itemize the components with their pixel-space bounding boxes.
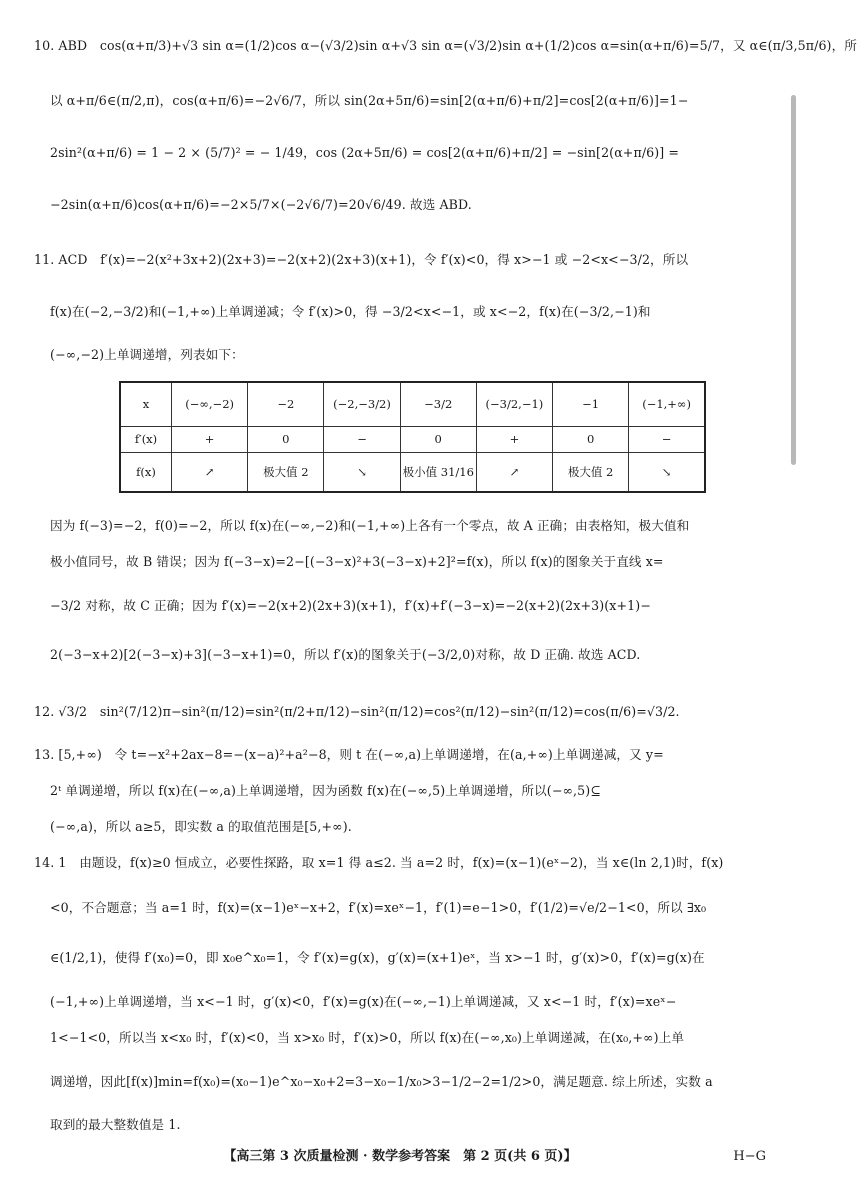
text-line: −3/2 对称，故 C 正确；因为 f′(x)=−2(x+2)(2x+3)(x+1)，f′(x)+f′(−3−x)=−2(x+2)(2x+3)(x+1)− <box>50 598 651 613</box>
text-line: 极小值同号，故 B 错误；因为 f(−3−x)=2−[(−3−x)²+3(−3−x)+2]²=f(x)，所以 f(x)的图象关于直线 x= <box>50 554 664 569</box>
scrollbar[interactable] <box>791 95 796 465</box>
text-line: <0，不合题意；当 a=1 时，f(x)=(x−1)eˣ−x+2，f′(x)=xeˣ−1，f′(1)=e−1>0，f′(1/2)=√e/2−1<0，所以 ∃x₀ <box>50 900 707 915</box>
text-line: 1<−1<0，所以当 x<x₀ 时，f′(x)<0，当 x>x₀ 时，f′(x)>0，所以 f(x)在(−∞,x₀)上单调递减，在(x₀,+∞)上单 <box>50 1030 685 1045</box>
text-line: 以 α+π/6∈(π/2,π)，cos(α+π/6)=−2√6/7，所以 sin(2α+5π/6)=sin[2(α+π/6)+π/2]=cos[2(α+π/6)]=1− <box>50 93 689 108</box>
text-line: (−∞,a)，所以 a≥5，即实数 a 的取值范围是[5,+∞). <box>50 819 352 834</box>
table-cell: 0 <box>553 426 629 452</box>
table-cell: 极大值 2 <box>553 452 629 492</box>
table-row <box>120 452 705 492</box>
monotonicity-table <box>119 381 706 493</box>
text-line: (−1,+∞)上单调递增，当 x<−1 时，g′(x)<0，f′(x)=g(x)在(−∞,−1)上单调递减，又 x<−1 时，f′(x)=xeˣ− <box>50 994 677 1009</box>
text-line: 2(−3−x+2)[2(−3−x)+3](−3−x+1)=0，所以 f′(x)的图象关于(−3/2,0)对称，故 D 正确. 故选 ACD. <box>50 647 641 662</box>
table-cell: ↘ <box>324 452 400 492</box>
table-cell: −3/2 <box>400 382 476 426</box>
table-row <box>120 382 705 426</box>
table-cell: 极大值 2 <box>248 452 324 492</box>
table-cell: + <box>476 426 552 452</box>
footer-title: 【高三第 3 次质量检测 · 数学参考答案 第 2 页(共 6 页)】 <box>223 1149 577 1164</box>
table-cell: ↘ <box>629 452 705 492</box>
text-line: ∈(1/2,1)，使得 f′(x₀)=0，即 x₀e^x₀=1，令 f′(x)=g(x)，g′(x)=(x+1)eˣ，当 x>−1 时，g′(x)>0，f′(x)=g(x)在 <box>50 950 705 965</box>
text-line: 14. 1 由题设，f(x)≥0 恒成立，必要性探路，取 x=1 得 a≤2. 当 a=2 时，f(x)=(x−1)(eˣ−2)，当 x∈(ln 2,1)时，f(x) <box>34 855 724 870</box>
table-cell: (−3/2,−1) <box>476 382 552 426</box>
table-row <box>120 426 705 452</box>
table-cell: (−2,−3/2) <box>324 382 400 426</box>
table-cell: 0 <box>400 426 476 452</box>
text-line: 13. [5,+∞) 令 t=−x²+2ax−8=−(x−a)²+a²−8，则 t 在(−∞,a)上单调递增，在(a,+∞)上单调递减，又 y= <box>34 747 664 762</box>
table-cell: x <box>120 382 172 426</box>
table-cell: −1 <box>553 382 629 426</box>
table-cell: f′(x) <box>120 426 172 452</box>
footer-code: H−G <box>733 1149 766 1164</box>
table-cell: 0 <box>248 426 324 452</box>
table-cell: −2 <box>248 382 324 426</box>
table-cell: + <box>172 426 248 452</box>
table-cell: f(x) <box>120 452 172 492</box>
text-line: f(x)在(−2,−3/2)和(−1,+∞)上单调递减；令 f′(x)>0，得 −3/2<x<−1，或 x<−2，f(x)在(−3/2,−1)和 <box>50 304 651 319</box>
text-line: −2sin(α+π/6)cos(α+π/6)=−2×5/7×(−2√6/7)=20√6/49. 故选 ABD. <box>50 197 472 212</box>
page-footer <box>0 1147 800 1167</box>
text-line: 取到的最大整数值是 1. <box>50 1117 181 1132</box>
text-line: (−∞,−2)上单调递增，列表如下： <box>50 347 244 362</box>
table-cell: − <box>324 426 400 452</box>
table-cell: ↗ <box>476 452 552 492</box>
text-line: 调递增，因此[f(x)]min=f(x₀)=(x₀−1)e^x₀−x₀+2=3−x₀−1/x₀>3−1/2−2=1/2>0，满足题意. 综上所述，实数 a <box>50 1074 713 1089</box>
table-cell: − <box>629 426 705 452</box>
text-line: 2sin²(α+π/6) = 1 − 2 × (5/7)² = − 1/49，cos (2α+5π/6) = cos[2(α+π/6)+π/2] = −sin[2(α+π/6)] = <box>50 145 680 160</box>
text-line: 10. ABD cos(α+π/3)+√3 sin α=(1/2)cos α−(√3/2)sin α+√3 sin α=(√3/2)sin α+(1/2)cos α=sin(α+π/6)=5/7，又 α∈(π/3,5π/6)，所 <box>34 38 857 53</box>
text-line: 因为 f(−3)=−2，f(0)=−2，所以 f(x)在(−∞,−2)和(−1,+∞)上各有一个零点，故 A 正确；由表格知，极大值和 <box>50 518 690 533</box>
text-line: 2ᵗ 单调递增，所以 f(x)在(−∞,a)上单调递增，因为函数 f(x)在(−∞,5)上单调递增，所以(−∞,5)⊆ <box>50 783 601 798</box>
text-line: 11. ACD f′(x)=−2(x²+3x+2)(2x+3)=−2(x+2)(2x+3)(x+1)，令 f′(x)<0，得 x>−1 或 −2<x<−3/2，所以 <box>34 252 689 267</box>
table-cell: (−∞,−2) <box>172 382 248 426</box>
table-cell: (−1,+∞) <box>629 382 705 426</box>
text-line: 12. √3/2 sin²(7/12)π−sin²(π/12)=sin²(π/2+π/12)−sin²(π/12)=cos²(π/12)−sin²(π/12)=cos(π/6)=√3/2. <box>34 704 680 719</box>
table-cell: 极小值 31/16 <box>400 452 476 492</box>
table-cell: ↗ <box>172 452 248 492</box>
